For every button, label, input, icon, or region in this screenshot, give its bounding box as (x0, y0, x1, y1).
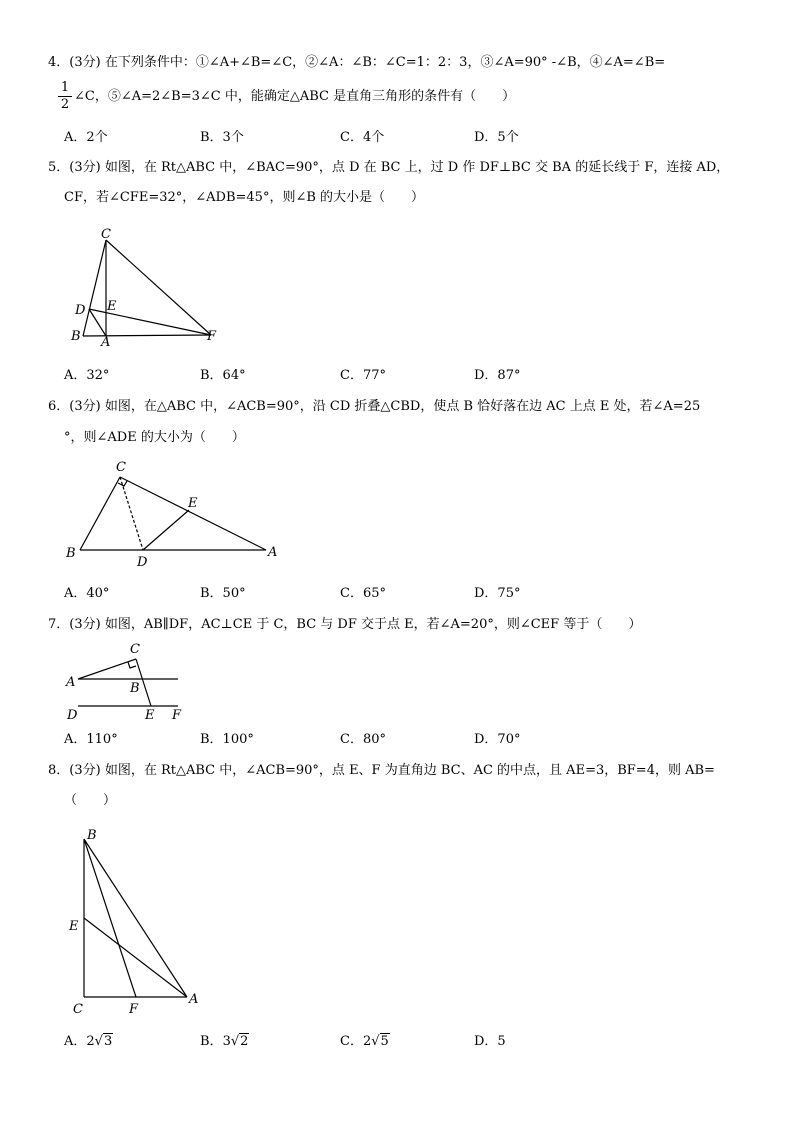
q6-label-c: C (116, 460, 126, 475)
q4-option-a[interactable]: A．2个 (64, 130, 108, 145)
q8-stem-line1: 8．(3分) 如图，在 Rt△ABC 中，∠ACB=90°，点 E、F 为直角边 BC、AC 的中点，且 AE=3，BF=4，则 AB= (48, 763, 715, 778)
q6-option-d[interactable]: D．75° (474, 586, 521, 601)
q5-option-a[interactable]: A．32° (64, 368, 110, 383)
q6-option-b[interactable]: B．50° (200, 586, 246, 601)
q8-segment-bf (84, 839, 136, 997)
q7-label-a: A (66, 675, 76, 690)
q5-option-d[interactable]: D．87° (474, 368, 521, 383)
q8-segment-ea (84, 918, 187, 997)
q7-label-e: E (145, 708, 155, 723)
q4-option-c[interactable]: C．4个 (340, 130, 385, 145)
q6-label-b: B (66, 546, 76, 561)
q5-option-c[interactable]: C．77° (340, 368, 386, 383)
q4-option-d[interactable]: D．5个 (474, 130, 519, 145)
q8-option-a[interactable]: A．2√3 (64, 1032, 113, 1052)
q7-label-f: F (172, 708, 182, 723)
q6-stem-line1: 6．(3分) 如图，在△ABC 中，∠ACB=90°，沿 CD 折叠△CBD，使点 B 恰好落在边 AC 上点 E 处，若∠A=25 (48, 399, 701, 414)
q5-label-c: C (101, 227, 111, 242)
q7-label-c: C (130, 642, 140, 657)
q4-option-b[interactable]: B．3个 (200, 130, 244, 145)
q8-label-b: B (87, 828, 97, 843)
q8-option-b[interactable]: B．3√2 (200, 1032, 249, 1052)
q7-label-d: D (67, 708, 78, 723)
q8-label-e: E (69, 919, 79, 934)
q8-label-a: A (189, 992, 199, 1007)
q7-option-d[interactable]: D．70° (474, 732, 521, 747)
q6-option-a[interactable]: A．40° (64, 586, 110, 601)
q6-stem-line2: °，则∠ADE 的大小为（ ） (64, 430, 245, 445)
q5-label-a: A (101, 335, 111, 350)
q5-stem-line2: CF，若∠CFE=32°，∠ADB=45°，则∠B 的大小是（ ） (64, 190, 425, 205)
q4-frac-den: 2 (60, 97, 70, 112)
sqrt-symbol: √5 (371, 1034, 389, 1049)
q7-option-c[interactable]: C．80° (340, 732, 386, 747)
q8-segment-ba (84, 839, 187, 997)
q4-frac-num: 1 (60, 80, 70, 95)
q6-label-e: E (188, 496, 198, 511)
q7-label-b: B (130, 681, 140, 696)
q6-label-d: D (137, 555, 148, 570)
q8-stem-line2: （ ） (64, 793, 117, 808)
q7-option-b[interactable]: B．100° (200, 732, 254, 747)
q4-stem-line2: ∠C，⑤∠A=2∠B=3∠C 中，能确定△ABC 是直角三角形的条件有（ ） (74, 89, 516, 104)
q5-stem-line1: 5．(3分) 如图，在 Rt△ABC 中，∠BAC=90°，点 D 在 BC 上，过 D 作 DF⊥BC 交 BA 的延长线于 F，连接 AD， (48, 160, 730, 175)
q8-label-c: C (73, 1002, 83, 1017)
q5-label-d: D (75, 303, 86, 318)
q6-label-a: A (268, 545, 278, 560)
q8-label-f: F (129, 1002, 139, 1017)
q5-label-b: B (71, 329, 81, 344)
q4-stem-line1: 4．(3分) 在下列条件中：①∠A+∠B=∠C，②∠A：∠B：∠C=1：2：3，③∠A=90° -∠B，④∠A=∠B= (48, 55, 666, 70)
q5-label-f: F (207, 329, 217, 344)
q5-label-e: E (107, 299, 117, 314)
q7-stem-line1: 7．(3分) 如图，AB∥DF，AC⊥CE 于 C，BC 与 DF 交于点 E，若∠A=20°，则∠CEF 等于（ ） (48, 617, 642, 632)
q5-option-b[interactable]: B．64° (200, 368, 246, 383)
sqrt-symbol: √2 (230, 1034, 249, 1049)
sqrt-symbol: √3 (94, 1034, 113, 1049)
q8-option-c[interactable]: C．2√5 (340, 1032, 390, 1052)
q8-option-d[interactable]: D．5 (474, 1034, 506, 1049)
q7-option-a[interactable]: A．110° (64, 732, 118, 747)
q6-option-c[interactable]: C．65° (340, 586, 386, 601)
